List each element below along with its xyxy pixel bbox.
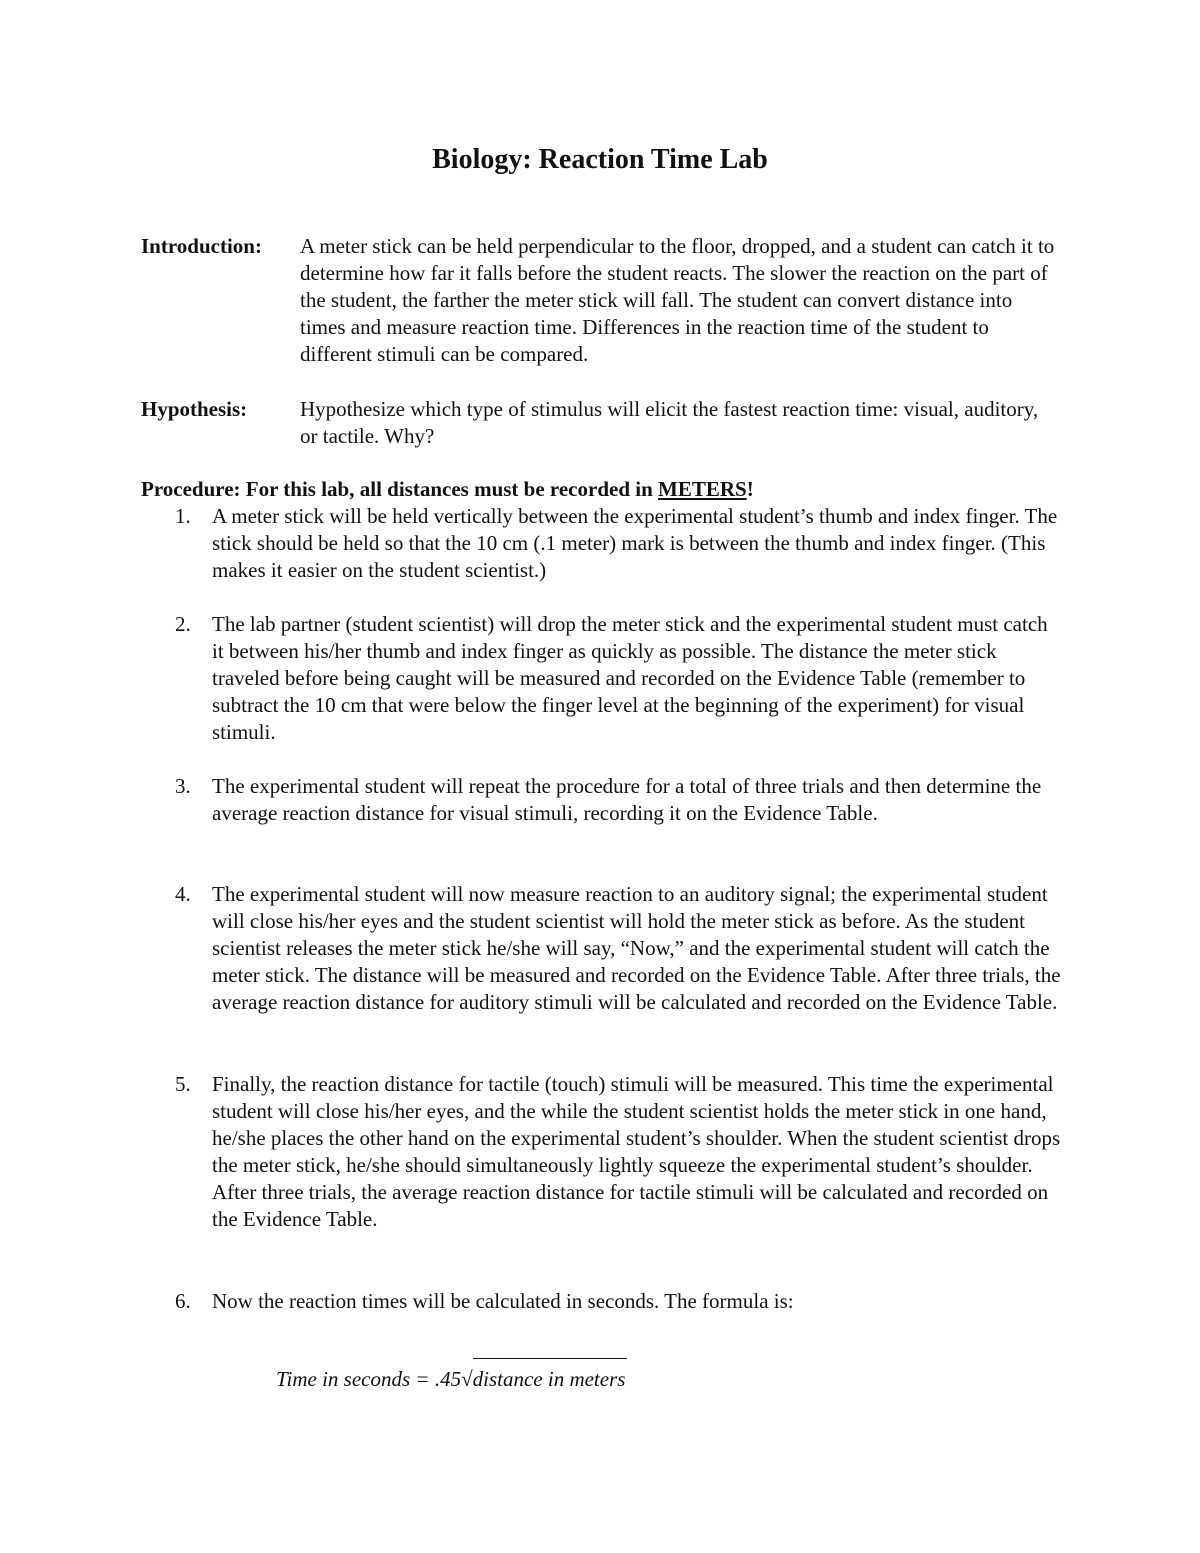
- step-number: 3.: [175, 774, 191, 798]
- step-text: The experimental student will repeat the procedure for a total of three trials and then determine the average reaction distance for visual stimuli, recording it on the Evidence Table.: [212, 774, 1042, 825]
- step-text: The experimental student will now measure reaction to an auditory signal; the experimental student will close his/her eyes and the student scientist will hold the meter stick as before. As the student scientist releases the meter stick he/she will say, “Now,” and the experimental student will catch the meter stick. The distance will be measured and recorded on the Evidence Table. After three trials, the average reaction distance for auditory stimuli will be calculated and recorded on the Evidence Table.: [212, 882, 1061, 1014]
- step-number: 4.: [175, 882, 191, 906]
- step-number: 1.: [175, 504, 191, 528]
- step-number: 6.: [175, 1289, 191, 1313]
- step-text: A meter stick will be held vertically between the experimental student’s thumb and index finger. The stick should be held so that the 10 cm (.1 meter) mark is between the thumb and index finger. (This makes it easier on the student scientist.): [212, 504, 1058, 582]
- step-text: Finally, the reaction distance for tactile (touch) stimuli will be measured. This time the experimental student will close his/her eyes, and the while the student scientist holds the meter stick in one hand, he/she places the other hand on the experimental student’s shoulder. When the student scientist drops the meter stick, he/she should simultaneously lightly squeeze the experimental student’s shoulder. After three trials, the average reaction distance for tactile stimuli will be calculated and recorded on the Evidence Table.: [212, 1072, 1061, 1231]
- introduction-text: A meter stick can be held perpendicular to the floor, dropped, and a student can catch it to determine how far it falls before the student reacts. The slower the reaction on the part of the student, the farther the meter stick will fall. The student can convert distance into times and measure reaction time. Differences in the reaction time of the student to different stimuli can be compared.: [300, 234, 1055, 366]
- page-title: Biology: Reaction Time Lab: [432, 144, 768, 175]
- procedure-heading-text: Procedure: For this lab, all distances must be recorded in: [141, 477, 659, 501]
- hypothesis-label: Hypothesis:: [141, 397, 248, 421]
- step-number: 5.: [175, 1072, 191, 1096]
- procedure-heading: [141, 476, 754, 503]
- step-number: 2.: [175, 612, 191, 636]
- introduction-label: Introduction:: [141, 234, 262, 258]
- hypothesis-text: Hypothesize which type of stimulus will elicit the fastest reaction time: visual, auditory, or tactile. Why?: [300, 397, 1039, 448]
- procedure-heading-emphasis: METERS: [658, 477, 747, 501]
- step-text: The lab partner (student scientist) will drop the meter stick and the experimental student must catch it between his/her thumb and index finger as quickly as possible. The distance the meter stick traveled before being caught will be measured and recorded on the Evidence Table (remember to subtract the 10 cm that were below the finger level at the beginning of the experiment) for visual stimuli.: [212, 612, 1048, 744]
- formula-lhs: Time in seconds = .45: [276, 1367, 462, 1391]
- formula-radicand: distance in meters: [472, 1367, 626, 1391]
- procedure-heading-end: !: [746, 477, 754, 501]
- reaction-time-formula: [276, 1366, 625, 1393]
- square-root-sign: √: [461, 1367, 473, 1391]
- square-root-bar: [473, 1358, 628, 1359]
- step-text: Now the reaction times will be calculated in seconds. The formula is:: [212, 1289, 794, 1313]
- formula-radicand-group: [473, 1366, 626, 1393]
